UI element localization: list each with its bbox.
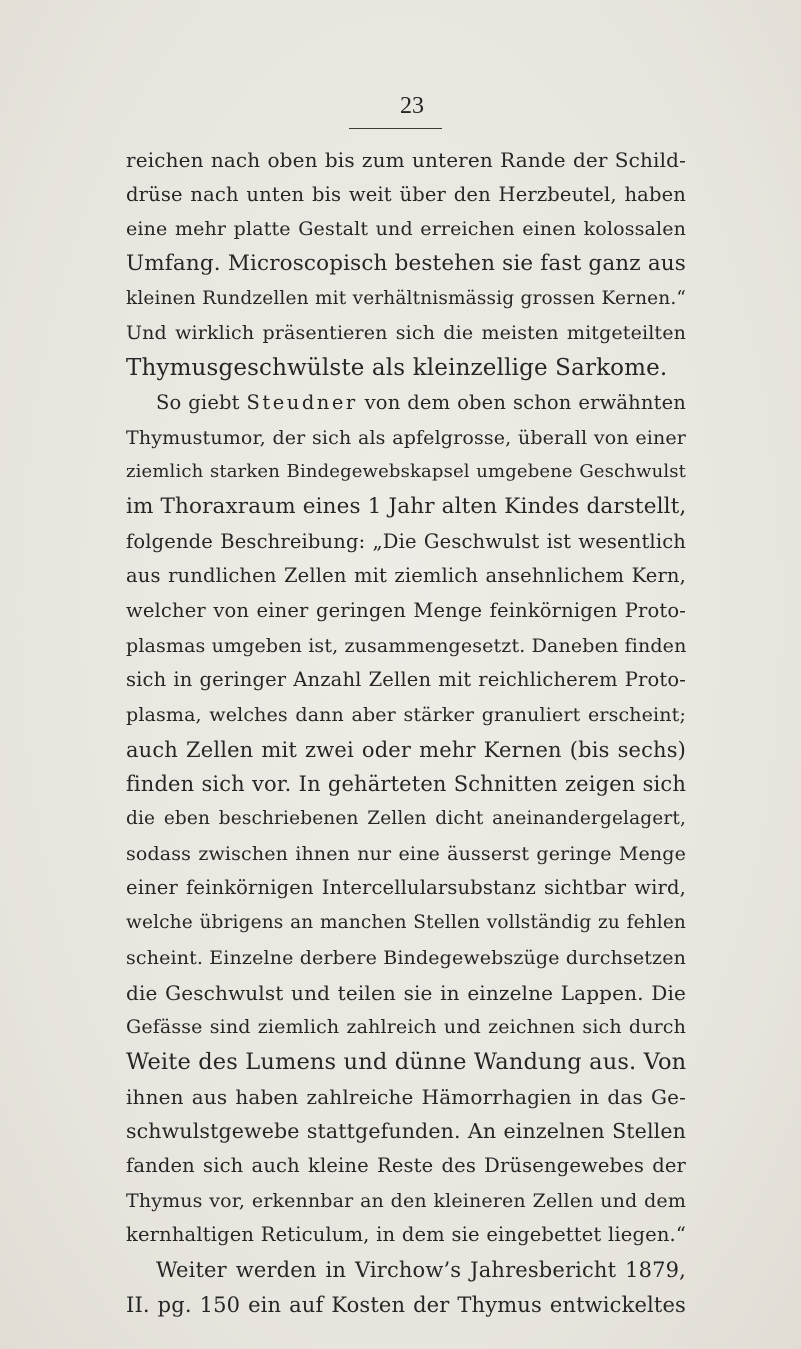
page-number: 23 [400, 93, 424, 119]
text-line: ihnen aus haben zahlreiche Hämorrhagien in das Ge- [126, 1084, 686, 1109]
text-line: ziemlich starken Bindegewebskapsel umgebene Geschwulst [126, 461, 686, 483]
text-fragment: So giebt [156, 390, 247, 414]
text-line: kernhaltigen Reticulum, in dem sie eingebettet liegen.“ [126, 1223, 686, 1247]
text-line: kleinen Rundzellen mit verhältnismässig grossen Kernen.“ [126, 287, 686, 309]
text-line: schwulstgewebe stattgefunden. An einzelnen Stellen [126, 1119, 686, 1144]
text-line: finden sich vor. In gehärteten Schnitten zeigen sich [126, 772, 686, 797]
text-line: plasmas umgeben ist, zusammengesetzt. Daneben finden [126, 634, 687, 657]
text-line: Weiter werden in Virchow’s Jahresbericht 1879, [156, 1258, 686, 1282]
text-line: die eben beschriebenen Zellen dicht aneinandergelagert, [126, 808, 686, 830]
text-line: Thymustumor, der sich als apfelgrosse, überall von einer [126, 426, 686, 449]
header-rule [349, 128, 442, 129]
text-line: einer feinkörnigen Intercellularsubstanz sichtbar wird, [126, 876, 686, 900]
text-fragment: von dem oben schon erwähnten [357, 390, 686, 414]
text-line: scheint. Einzelne derbere Bindegewebszüge durchsetzen [126, 946, 686, 969]
text-line: reichen nach oben bis zum unteren Rande der Schild- [126, 148, 686, 172]
text-line: Weite des Lumens und dünne Wandung aus. Von [126, 1048, 687, 1075]
text-line: Und wirklich präsentieren sich die meisten mitgeteilten [126, 322, 686, 345]
text-line: Thymus vor, erkennbar an den kleineren Zellen und dem [126, 1189, 686, 1212]
text-line: Gefässe sind ziemlich zahlreich und zeichnen sich durch [126, 1016, 686, 1039]
text-line: welche übrigens an manchen Stellen vollständig zu fehlen [126, 912, 686, 934]
text-line: die Geschwulst und teilen sie in einzelne Lappen. Die [126, 980, 686, 1005]
text-line: folgende Beschreibung: „Die Geschwulst ist wesentlich [126, 529, 686, 553]
text-line: im Thoraxraum eines 1 Jahr alten Kindes darstellt, [126, 493, 687, 519]
text-line: auch Zellen mit zwei oder mehr Kernen (bis sechs) [126, 737, 686, 762]
text-line: aus rundlichen Zellen mit ziemlich ansehnlichem Kern, [126, 564, 686, 588]
text-line: Thymusgeschwülste als kleinzellige Sarkome. [126, 355, 668, 382]
author-name: Steudner [246, 390, 358, 414]
text-line: sich in geringer Anzahl Zellen mit reichlicherem Proto- [126, 668, 686, 692]
text-line: eine mehr platte Gestalt und erreichen einen kolossalen [126, 218, 686, 241]
text-line: fanden sich auch kleine Reste des Drüsengewebes der [126, 1153, 686, 1177]
text-line: II. pg. 150 ein auf Kosten der Thymus entwickeltes [126, 1292, 686, 1317]
body-text [126, 143, 686, 1322]
text-line: Umfang. Microscopisch bestehen sie fast ganz aus [126, 251, 686, 277]
text-line: welcher von einer geringen Menge feinkörnigen Proto- [126, 598, 686, 622]
text-line [126, 386, 686, 421]
text-line: plasma, welches dann aber stärker granuliert erscheint; [126, 704, 686, 726]
text-line: drüse nach unten bis weit über den Herzbeutel, haben [126, 182, 686, 206]
text-line: sodass zwischen ihnen nur eine äusserst geringe Menge [126, 842, 686, 865]
